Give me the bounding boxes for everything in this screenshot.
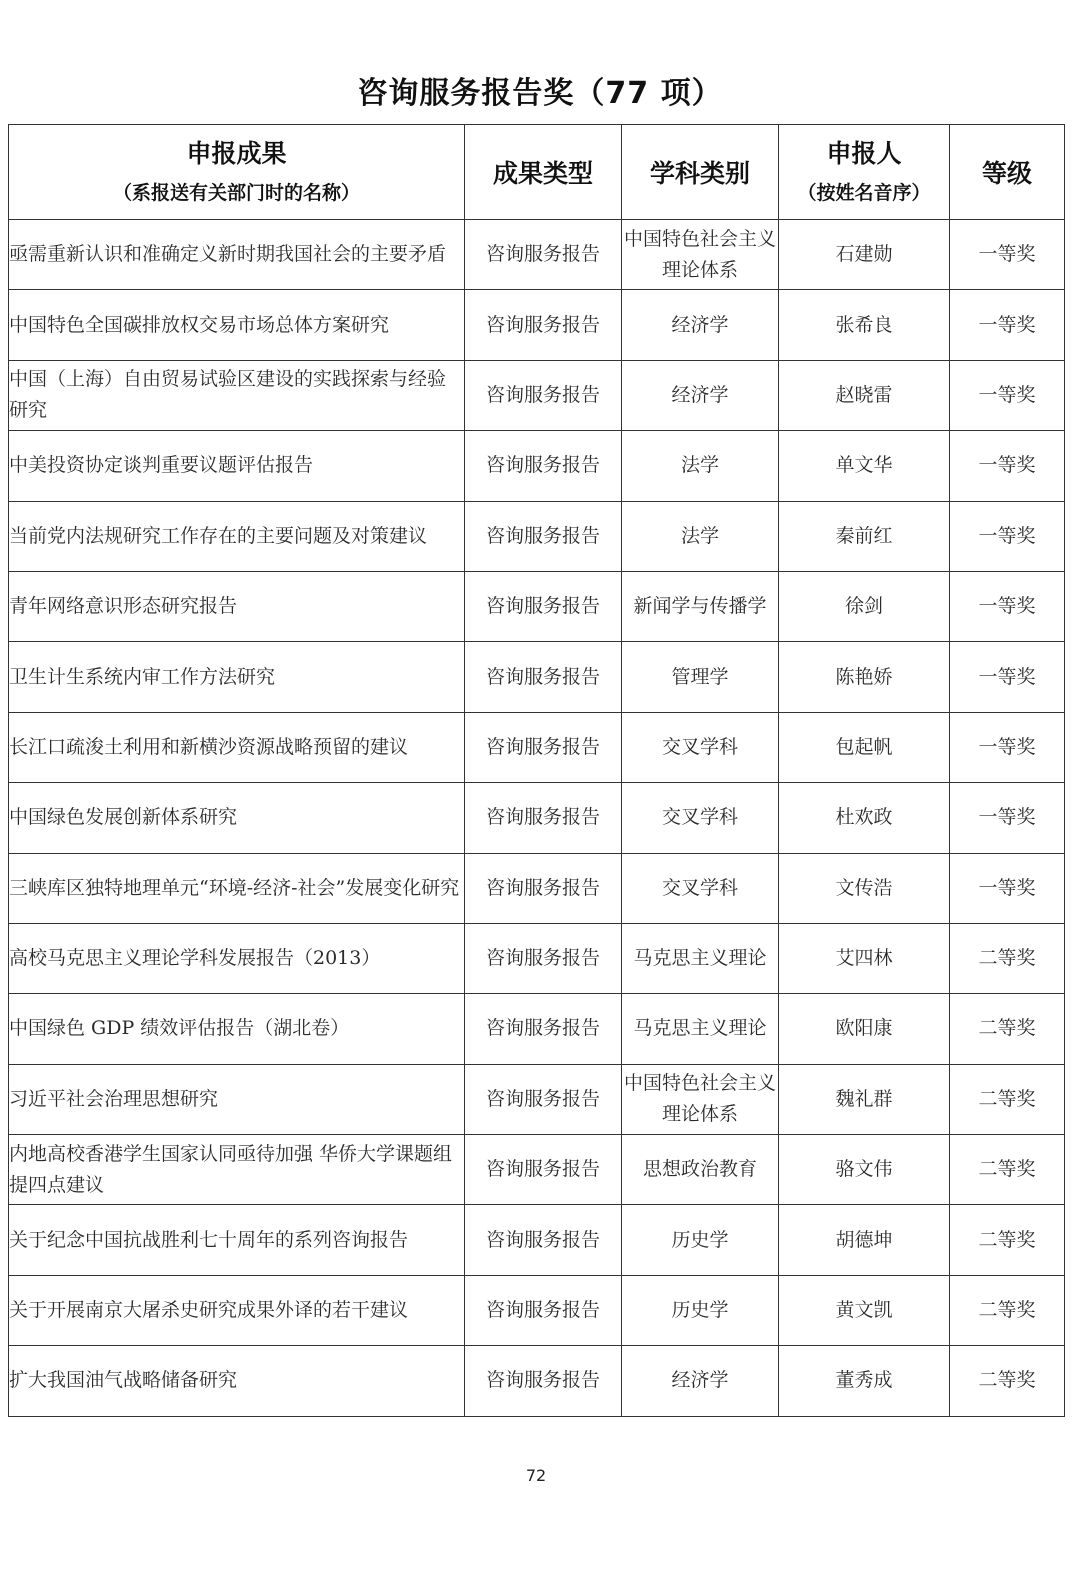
cell-subject: 历史学 bbox=[622, 1205, 779, 1275]
cell-grade: 一等奖 bbox=[950, 220, 1065, 290]
cell-applicant: 石建勋 bbox=[779, 220, 950, 290]
cell-grade: 一等奖 bbox=[950, 431, 1065, 501]
cell-title: 中美投资协定谈判重要议题评估报告 bbox=[9, 431, 465, 501]
cell-grade: 一等奖 bbox=[950, 501, 1065, 571]
cell-applicant: 单文华 bbox=[779, 431, 950, 501]
cell-title: 青年网络意识形态研究报告 bbox=[9, 571, 465, 641]
cell-applicant: 杜欢政 bbox=[779, 783, 950, 853]
cell-title: 习近平社会治理思想研究 bbox=[9, 1064, 465, 1134]
cell-grade: 二等奖 bbox=[950, 1346, 1065, 1416]
cell-subject: 交叉学科 bbox=[622, 783, 779, 853]
table-row bbox=[9, 1135, 1065, 1205]
cell-type: 咨询服务报告 bbox=[465, 994, 622, 1064]
cell-subject: 历史学 bbox=[622, 1275, 779, 1345]
cell-applicant: 黄文凯 bbox=[779, 1275, 950, 1345]
cell-title: 扩大我国油气战略储备研究 bbox=[9, 1346, 465, 1416]
table-row bbox=[9, 1346, 1065, 1416]
page-title: 咨询服务报告奖（77 项） bbox=[357, 76, 723, 111]
header-applicant bbox=[779, 125, 950, 220]
cell-applicant: 魏礼群 bbox=[779, 1064, 950, 1134]
cell-title: 长江口疏浚土利用和新横沙资源战略预留的建议 bbox=[9, 712, 465, 782]
cell-grade: 二等奖 bbox=[950, 1275, 1065, 1345]
cell-type: 咨询服务报告 bbox=[465, 431, 622, 501]
table-row bbox=[9, 642, 1065, 712]
cell-title: 亟需重新认识和准确定义新时期我国社会的主要矛盾 bbox=[9, 220, 465, 290]
cell-applicant: 胡德坤 bbox=[779, 1205, 950, 1275]
table-row bbox=[9, 1064, 1065, 1134]
cell-type: 咨询服务报告 bbox=[465, 923, 622, 993]
table-row bbox=[9, 994, 1065, 1064]
cell-type: 咨询服务报告 bbox=[465, 783, 622, 853]
table-body bbox=[9, 220, 1065, 1417]
cell-applicant: 欧阳康 bbox=[779, 994, 950, 1064]
table-row bbox=[9, 431, 1065, 501]
cell-subject: 法学 bbox=[622, 501, 779, 571]
header-title bbox=[9, 125, 465, 220]
cell-type: 咨询服务报告 bbox=[465, 501, 622, 571]
cell-title: 中国绿色发展创新体系研究 bbox=[9, 783, 465, 853]
cell-applicant: 包起帆 bbox=[779, 712, 950, 782]
cell-grade: 二等奖 bbox=[950, 1205, 1065, 1275]
cell-grade: 一等奖 bbox=[950, 642, 1065, 712]
table-row bbox=[9, 712, 1065, 782]
cell-subject: 管理学 bbox=[622, 642, 779, 712]
cell-grade: 二等奖 bbox=[950, 994, 1065, 1064]
header-title-main: 申报成果 bbox=[186, 139, 287, 168]
table-row bbox=[9, 1275, 1065, 1345]
cell-title: 卫生计生系统内审工作方法研究 bbox=[9, 642, 465, 712]
cell-type: 咨询服务报告 bbox=[465, 1346, 622, 1416]
cell-subject: 马克思主义理论 bbox=[622, 994, 779, 1064]
table-header bbox=[9, 125, 1065, 220]
cell-applicant: 秦前红 bbox=[779, 501, 950, 571]
cell-title: 内地高校香港学生国家认同亟待加强 华侨大学课题组提四点建议 bbox=[9, 1135, 465, 1205]
header-title-sub: （系报送有关部门时的名称） bbox=[112, 182, 360, 204]
table-row bbox=[9, 360, 1065, 430]
cell-type: 咨询服务报告 bbox=[465, 853, 622, 923]
table-row bbox=[9, 220, 1065, 290]
cell-grade: 一等奖 bbox=[950, 712, 1065, 782]
cell-subject: 法学 bbox=[622, 431, 779, 501]
cell-grade: 一等奖 bbox=[950, 290, 1065, 360]
cell-title: 高校马克思主义理论学科发展报告（2013） bbox=[9, 923, 465, 993]
cell-subject: 新闻学与传播学 bbox=[622, 571, 779, 641]
cell-grade: 二等奖 bbox=[950, 923, 1065, 993]
cell-subject: 马克思主义理论 bbox=[622, 923, 779, 993]
cell-subject: 中国特色社会主义理论体系 bbox=[622, 220, 779, 290]
table-row bbox=[9, 571, 1065, 641]
cell-applicant: 骆文伟 bbox=[779, 1135, 950, 1205]
cell-applicant: 张希良 bbox=[779, 290, 950, 360]
cell-type: 咨询服务报告 bbox=[465, 1064, 622, 1134]
cell-title: 当前党内法规研究工作存在的主要问题及对策建议 bbox=[9, 501, 465, 571]
cell-subject: 经济学 bbox=[622, 360, 779, 430]
cell-subject: 交叉学科 bbox=[622, 853, 779, 923]
cell-grade: 一等奖 bbox=[950, 571, 1065, 641]
cell-title: 中国特色全国碳排放权交易市场总体方案研究 bbox=[9, 290, 465, 360]
header-grade-label: 等级 bbox=[981, 159, 1032, 188]
cell-subject: 经济学 bbox=[622, 1346, 779, 1416]
cell-applicant: 艾四林 bbox=[779, 923, 950, 993]
cell-type: 咨询服务报告 bbox=[465, 290, 622, 360]
cell-type: 咨询服务报告 bbox=[465, 1205, 622, 1275]
cell-grade: 一等奖 bbox=[950, 783, 1065, 853]
header-row bbox=[9, 125, 1065, 220]
cell-applicant: 徐剑 bbox=[779, 571, 950, 641]
cell-title: 中国绿色 GDP 绩效评估报告（湖北卷） bbox=[9, 994, 465, 1064]
cell-type: 咨询服务报告 bbox=[465, 360, 622, 430]
header-grade bbox=[950, 125, 1065, 220]
cell-subject: 交叉学科 bbox=[622, 712, 779, 782]
table-row bbox=[9, 783, 1065, 853]
cell-title: 关于开展南京大屠杀史研究成果外译的若干建议 bbox=[9, 1275, 465, 1345]
header-subject-label: 学科类别 bbox=[649, 159, 750, 188]
cell-type: 咨询服务报告 bbox=[465, 571, 622, 641]
cell-applicant: 董秀成 bbox=[779, 1346, 950, 1416]
table-row bbox=[9, 290, 1065, 360]
cell-type: 咨询服务报告 bbox=[465, 712, 622, 782]
table-row bbox=[9, 501, 1065, 571]
cell-title: 中国（上海）自由贸易试验区建设的实践探索与经验研究 bbox=[9, 360, 465, 430]
header-subject bbox=[622, 125, 779, 220]
cell-applicant: 赵晓雷 bbox=[779, 360, 950, 430]
header-type-label: 成果类型 bbox=[492, 159, 593, 188]
cell-type: 咨询服务报告 bbox=[465, 642, 622, 712]
cell-type: 咨询服务报告 bbox=[465, 1275, 622, 1345]
header-applicant-sub: （按姓名音序） bbox=[797, 182, 931, 204]
cell-applicant: 文传浩 bbox=[779, 853, 950, 923]
award-table bbox=[8, 124, 1065, 1417]
cell-type: 咨询服务报告 bbox=[465, 1135, 622, 1205]
cell-applicant: 陈艳娇 bbox=[779, 642, 950, 712]
page-number: 72 bbox=[525, 1466, 547, 1485]
table-row bbox=[9, 923, 1065, 993]
cell-subject: 经济学 bbox=[622, 290, 779, 360]
table-row bbox=[9, 1205, 1065, 1275]
cell-title: 关于纪念中国抗战胜利七十周年的系列咨询报告 bbox=[9, 1205, 465, 1275]
table-row bbox=[9, 853, 1065, 923]
header-type bbox=[465, 125, 622, 220]
cell-subject: 中国特色社会主义理论体系 bbox=[622, 1064, 779, 1134]
header-applicant-main: 申报人 bbox=[826, 139, 902, 168]
cell-grade: 一等奖 bbox=[950, 853, 1065, 923]
cell-grade: 二等奖 bbox=[950, 1135, 1065, 1205]
cell-grade: 一等奖 bbox=[950, 360, 1065, 430]
cell-subject: 思想政治教育 bbox=[622, 1135, 779, 1205]
cell-title: 三峡库区独特地理单元“环境-经济-社会”发展变化研究 bbox=[9, 853, 465, 923]
cell-type: 咨询服务报告 bbox=[465, 220, 622, 290]
cell-grade: 二等奖 bbox=[950, 1064, 1065, 1134]
